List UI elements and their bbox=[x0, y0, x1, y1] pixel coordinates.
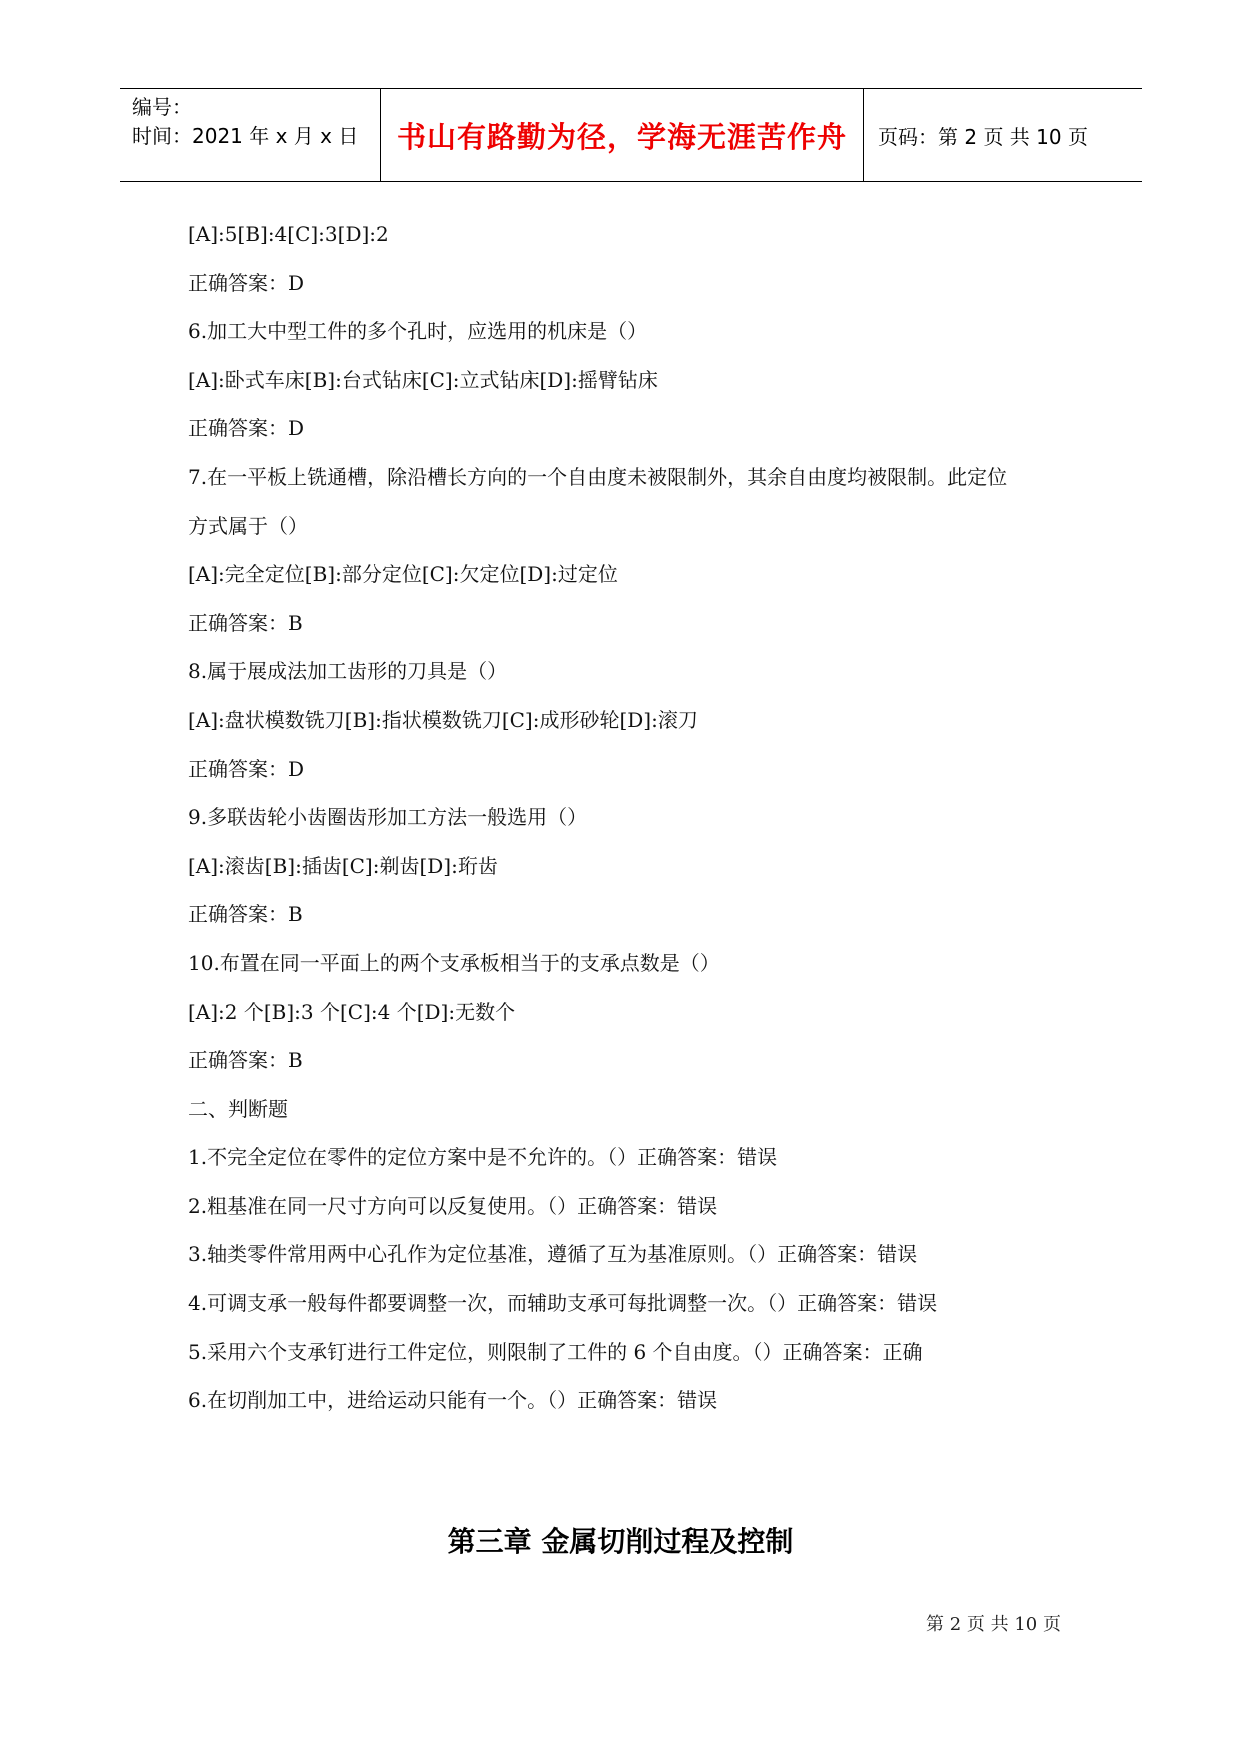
text-line: 7.在一平板上铣通槽，除沿槽长方向的一个自由度未被限制外，其余自由度均被限制。此定位 bbox=[188, 464, 1008, 489]
text-line: [A]:2 个[B]:3 个[C]:4 个[D]:无数个 bbox=[188, 999, 516, 1024]
time-label: 时间：2021 年 x 月 x 日 bbox=[132, 124, 359, 148]
text-line: 8.属于展成法加工齿形的刀具是（） bbox=[188, 659, 508, 684]
serial-label: 编号： bbox=[132, 95, 192, 119]
text-line: 正确答案：B bbox=[188, 1048, 303, 1073]
text-line: 3.轴类零件常用两中心孔作为定位基准，遵循了互为基准原则。（）正确答案：错误 bbox=[188, 1242, 918, 1267]
section-heading: 二、判断题 bbox=[188, 1096, 288, 1121]
text-line: 6.在切削加工中，进给运动只能有一个。（）正确答案：错误 bbox=[188, 1388, 718, 1413]
text-line: 正确答案：D bbox=[188, 756, 305, 781]
text-line: 9.多联齿轮小齿圈齿形加工方法一般选用（） bbox=[188, 805, 588, 830]
header-motto: 书山有路勤为径，学海无涯苦作舟 bbox=[380, 89, 864, 181]
text-line: 10.布置在同一平面上的两个支承板相当于的支承点数是（） bbox=[188, 950, 720, 975]
text-line: 1.不完全定位在零件的定位方案中是不允许的。（）正确答案：错误 bbox=[188, 1145, 778, 1170]
text-line: 正确答案：B bbox=[188, 610, 303, 635]
text-line: [A]:5[B]:4[C]:3[D]:2 bbox=[188, 222, 389, 246]
text-line: 4.可调支承一般每件都要调整一次，而辅助支承可每批调整一次。（）正确答案：错误 bbox=[188, 1291, 938, 1316]
page-footer: 第 2 页 共 10 页 bbox=[926, 1614, 1061, 1635]
text-line: [A]:盘状模数铣刀[B]:指状模数铣刀[C]:成形砂轮[D]:滚刀 bbox=[188, 707, 698, 732]
text-line: [A]:滚齿[B]:插齿[C]:剃齿[D]:珩齿 bbox=[188, 853, 498, 878]
header-page-info: 页码：第 2 页 共 10 页 bbox=[878, 124, 1088, 149]
text-line: 正确答案：D bbox=[188, 270, 305, 295]
document-body bbox=[188, 216, 1088, 1431]
text-line: 5.采用六个支承钉进行工件定位，则限制了工件的 6 个自由度。（）正确答案：正确 bbox=[188, 1339, 923, 1364]
text-line: 6.加工大中型工件的多个孔时，应选用的机床是（） bbox=[188, 319, 648, 344]
header-meta bbox=[120, 89, 380, 181]
text-line: 正确答案：B bbox=[188, 902, 303, 927]
text-line: 2.粗基准在同一尺寸方向可以反复使用。（）正确答案：错误 bbox=[188, 1193, 718, 1218]
text-line: [A]:卧式车床[B]:台式钻床[C]:立式钻床[D]:摇臂钻床 bbox=[188, 367, 658, 392]
text-line: [A]:完全定位[B]:部分定位[C]:欠定位[D]:过定位 bbox=[188, 562, 618, 587]
chapter-title: 第三章 金属切削过程及控制 bbox=[447, 1525, 794, 1558]
text-line: 方式属于（） bbox=[188, 513, 308, 538]
page-header bbox=[120, 88, 1142, 182]
text-line: 正确答案：D bbox=[188, 416, 305, 441]
